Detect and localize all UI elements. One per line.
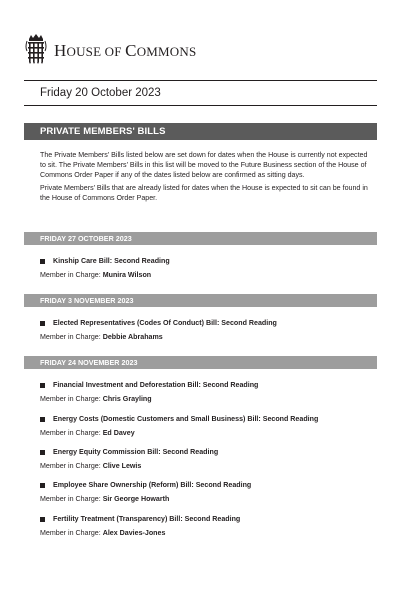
member-name: Ed Davey — [102, 429, 135, 437]
bill-title: Elected Representatives (Codes Of Conduct) Bill: Second Reading — [53, 319, 277, 327]
member-label: Member in Charge: — [40, 395, 101, 403]
member-label: Member in Charge: — [40, 529, 101, 537]
bill-title: Energy Costs (Domestic Customers and Small Business) Bill: Second Reading — [53, 415, 319, 423]
sitting-date-bar: FRIDAY 24 NOVEMBER 2023 — [24, 356, 377, 369]
wordmark-c: C — [125, 41, 137, 60]
bill-title: Financial Investment and Deforestation Bill: Second Reading — [53, 381, 259, 389]
wordmark-h: H — [54, 41, 67, 60]
intro-paragraph: Private Members' Bills that are already listed for dates when the House is expected to sit can be found in the House of Commons Order Paper. — [40, 184, 368, 202]
member-label: Member in Charge: — [40, 462, 101, 470]
square-bullet-icon — [40, 383, 45, 388]
member-in-charge — [40, 495, 169, 503]
intro-paragraph: The Private Members' Bills listed below are set down for dates when the House is currently not expected to sit. The Private Members' Bills in this list will be moved to the Future Business section of the House of Commons Order Paper if any of the dates listed below are confirmed as sitting days. — [40, 151, 368, 179]
page-header — [24, 33, 196, 64]
bill-title: Fertility Treatment (Transparency) Bill: Second Reading — [53, 515, 241, 523]
sitting-date-bar: FRIDAY 27 OCTOBER 2023 — [24, 232, 377, 245]
wordmark-ouse-of: OUSE OF — [66, 44, 126, 59]
member-name: Munira Wilson — [102, 271, 152, 279]
member-in-charge — [40, 529, 165, 537]
house-of-commons-wordmark — [54, 42, 196, 64]
member-in-charge — [40, 271, 151, 279]
member-label: Member in Charge: — [40, 429, 101, 437]
portcullis-logo-icon — [24, 33, 48, 64]
member-name: Chris Grayling — [102, 395, 152, 403]
member-label: Member in Charge: — [40, 495, 101, 503]
member-name: Debbie Abrahams — [102, 333, 163, 341]
bill-title: Energy Equity Commission Bill: Second Reading — [53, 448, 219, 456]
member-name: Clive Lewis — [102, 462, 142, 470]
intro-text — [40, 150, 370, 206]
square-bullet-icon — [40, 483, 45, 488]
square-bullet-icon — [40, 259, 45, 264]
member-in-charge — [40, 395, 152, 403]
sitting-date-bar: FRIDAY 3 NOVEMBER 2023 — [24, 294, 377, 307]
section-heading: PRIVATE MEMBERS' BILLS — [24, 123, 377, 140]
bill-item — [40, 319, 277, 327]
bill-item — [40, 381, 258, 389]
bill-title: Employee Share Ownership (Reform) Bill: Second Reading — [53, 481, 252, 489]
bill-item — [40, 448, 218, 456]
paper-date: Friday 20 October 2023 — [40, 87, 161, 99]
bill-title: Kinship Care Bill: Second Reading — [53, 257, 170, 265]
bill-item — [40, 515, 240, 523]
bill-item — [40, 481, 251, 489]
square-bullet-icon — [40, 321, 45, 326]
bill-item — [40, 415, 318, 423]
bill-item — [40, 257, 170, 265]
header-rule-top — [24, 80, 377, 81]
square-bullet-icon — [40, 517, 45, 522]
member-in-charge — [40, 462, 141, 470]
square-bullet-icon — [40, 450, 45, 455]
wordmark-ommons: OMMONS — [136, 44, 197, 59]
header-rule-bottom — [24, 105, 377, 106]
member-in-charge — [40, 333, 163, 341]
member-name: Sir George Howarth — [102, 495, 170, 503]
member-label: Member in Charge: — [40, 333, 101, 341]
member-in-charge — [40, 429, 135, 437]
square-bullet-icon — [40, 417, 45, 422]
member-label: Member in Charge: — [40, 271, 101, 279]
member-name: Alex Davies-Jones — [102, 529, 166, 537]
